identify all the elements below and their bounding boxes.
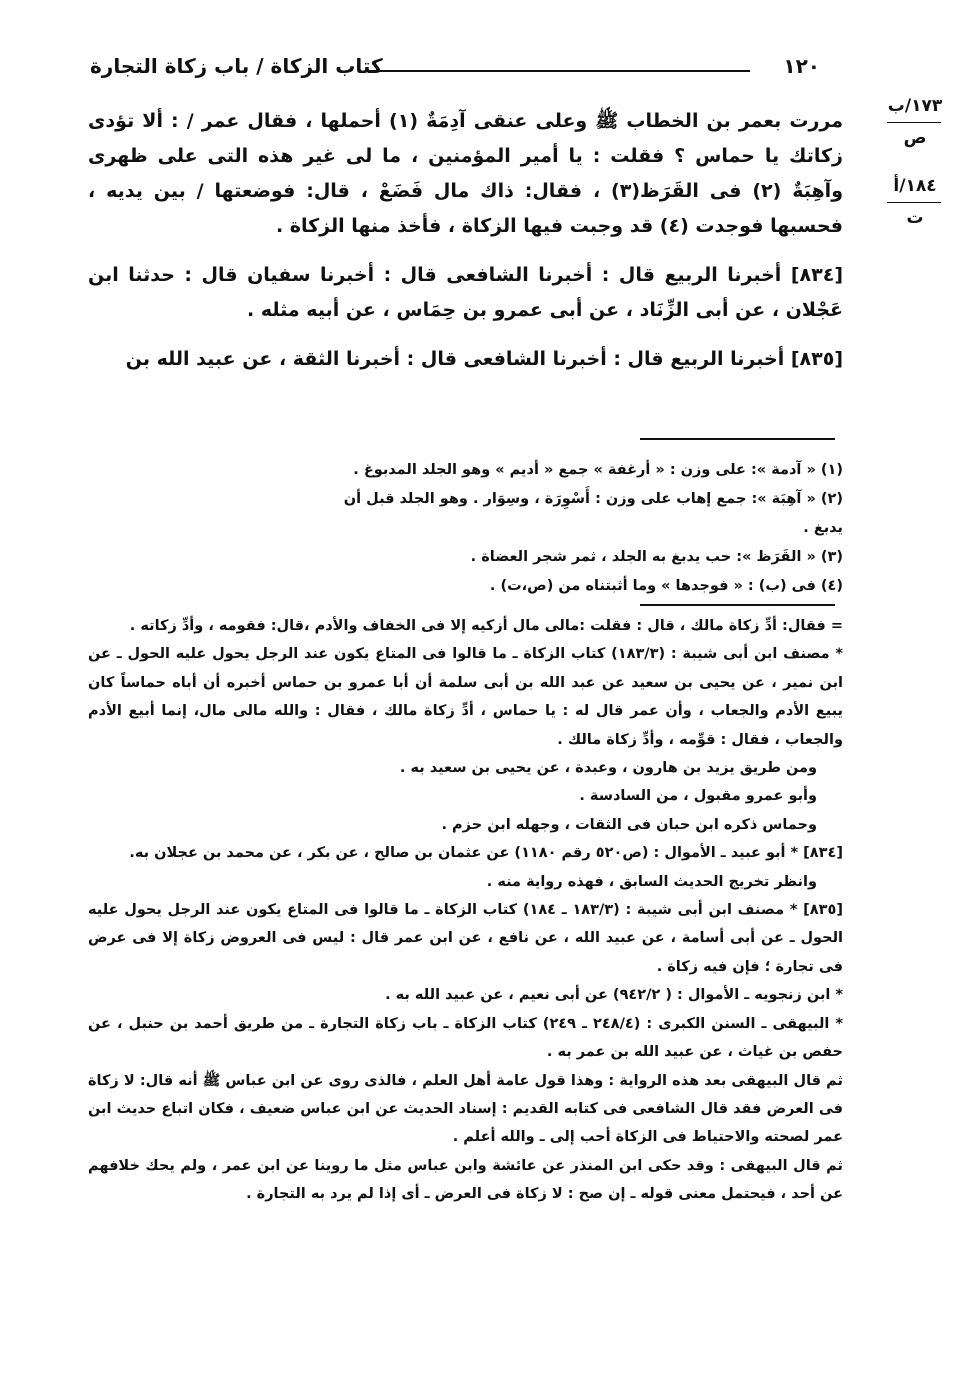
main-paragraph: [٨٣٤] أخبرنا الربيع قال : أخبرنا الشافعى قال : أخبرنا سفيان قال : حدثنا ابن عَجْلان ، عن أبى الزِّنَاد ، عن أبى عمرو بن حِمَاس ، عن أبيه مثله . <box>88 264 843 321</box>
commentary-paragraph: ومن طريق يزيد بن هارون ، وعبدة ، عن يحيى بن سعيد به . <box>399 760 817 777</box>
footnote-rule <box>640 438 835 440</box>
margin-ref-2-bottom: ت <box>906 208 924 228</box>
commentary-paragraph: [٨٣٥] * مصنف ابن أبى شيبة : (١٨٣/٣ ـ ١٨٤) كتاب الزكاة ـ ما قالوا فى المتاع يكون عند الرجل يحول عليه الحول ـ عن أبى أسامة ، عن عبيد الله ، عن نافع ، عن ابن عمر قال : ليس فى العروض زكاة إلا فى عرض فى تجارة ؛ فإن فيه زكاة . <box>88 902 843 975</box>
commentary-paragraph: وأبو عمرو مقبول ، من السادسة . <box>579 788 817 805</box>
commentary-paragraph: * مصنف ابن أبى شيبة : (١٨٣/٣) كتاب الزكاة ـ ما قالوا فى المتاع يكون عند الرجل يحول عليه الحول ـ عن ابن نمير ، عن يحيى بن سعيد عن عبد الله بن أبى سلمة أن أبا عمرو بن حماس أخبره أن أباه حماساً كان يبيع الأدم والجعاب ، وأن عمر قال له : يا حماس ، أدِّ زكاة مالك ، فقال : والله مالى مال، إنما أبيع الأدم والجعاب ، فقال : قوِّمه ، وأدِّ زكاة مالك . <box>88 646 843 748</box>
main-paragraph: [٨٣٥] أخبرنا الربيع قال : أخبرنا الشافعى قال : أخبرنا الثقة ، عن عبيد الله بن <box>125 348 843 370</box>
commentary-paragraph: ثم قال البيهقى بعد هذه الرواية : وهذا قول عامة أهل العلم ، فالذى روى عن ابن عباس ﷺ أنه قال: لا زكاة فى العرض فقد قال الشافعى فى كتابه القديم : إسناد الحديث عن ابن عباس ضعيف ، فكان اتباع حديث ابن عمر لصحته والاحتياط فى الزكاة أحب إلى ـ والله أعلم . <box>88 1072 843 1146</box>
main-text <box>88 104 843 377</box>
margin-ref-2-top: ١٨٤/أ <box>893 176 937 196</box>
commentary-paragraph: = فقال: أدِّ زكاة مالك ، قال : فقلت :مالى مال أزكيه إلا فى الخفاف والأدم ،قال: فقومه ، وأدِّ زكاته . <box>129 618 843 634</box>
footnote: (١) « آدمة »: على وزن : « أرغفة » جمع « أديم » وهو الجلد المدبوغ . <box>353 462 843 478</box>
footnotes <box>320 456 843 601</box>
header-rule <box>368 70 750 72</box>
page-number: ١٢٠ <box>783 54 820 78</box>
commentary-paragraph: ثم قال البيهقى : وقد حكى ابن المنذر عن عائشة وابن عباس مثل ما روينا عن ابن عمر ، ولم يحك خلافهم عن أحد ، فيحتمل معنى قوله ـ إن صح : لا زكاة فى العرض ـ أى إذا لم يرد به التجارة . <box>88 1157 843 1203</box>
commentary-rule <box>640 604 835 606</box>
commentary-paragraph: وانظر تخريج الحديث السابق ، فهذه رواية منه . <box>486 873 817 890</box>
commentary-paragraph: [٨٣٤] * أبو عبيد ـ الأموال : (ص٥٢٠ رقم ١١٨٠) عن عثمان بن صالح ، عن بكر ، عن محمد بن عجلان به. <box>129 845 843 862</box>
main-paragraph: مررت بعمر بن الخطاب ﷺ وعلى عنقى آدِمَةٌ (١) أحملها ، فقال عمر / : ألا تؤدى زكاتك يا حماس ؟ فقلت : يا أمير المؤمنين ، ما لى غير هذه التى على ظهرى وآهِبَةٌ (٢) فى القَرَظ(٣) ، فقال: ذاك مال فَضَعْ ، قال: فوضعتها / بين يديه ، فحسبها فوجدت (٤) قد وجبت فيها الزكاة ، فأخذ منها الزكاة . <box>88 110 844 237</box>
margin-ref-1-bottom: ص <box>903 128 927 148</box>
margin-ref-1-top: ١٧٣/ب <box>887 96 943 116</box>
margin-rule-2 <box>887 202 941 203</box>
commentary <box>88 612 843 1209</box>
commentary-paragraph: * ابن زنجويه ـ الأموال : ( ٩٤٢/٢) عن أبى نعيم ، عن عبيد الله به . <box>385 987 843 1004</box>
footnote: (٣) « القَرَظ »: حب يدبغ به الجلد ، ثمر شجر العضاة . <box>470 549 843 565</box>
running-header <box>90 54 860 88</box>
commentary-paragraph: * البيهقى ـ السنن الكبرى : (٢٤٨/٤ ـ ٢٤٩) كتاب الزكاة ـ باب زكاة التجارة ـ من طريق أحمد بن حنبل ، عن حفص بن غياث ، عن عبيد الله بن عمر به . <box>88 1015 843 1061</box>
footnote: (٤) فى (ب) : « فوجدها » وما أثبتناه من (ص،ت) . <box>489 578 843 594</box>
header-title: كتاب الزكاة / باب زكاة التجارة <box>90 54 383 78</box>
commentary-paragraph: وحماس ذكره ابن حبان فى الثقات ، وجهله ابن حزم . <box>441 816 817 833</box>
footnote: (٢) « آهِبَة »: جمع إهاب على وزن : أَسْوِرَة ، وسِوَار . وهو الجلد قبل أن يدبغ . <box>343 491 843 536</box>
margin-rule-1 <box>887 122 941 123</box>
